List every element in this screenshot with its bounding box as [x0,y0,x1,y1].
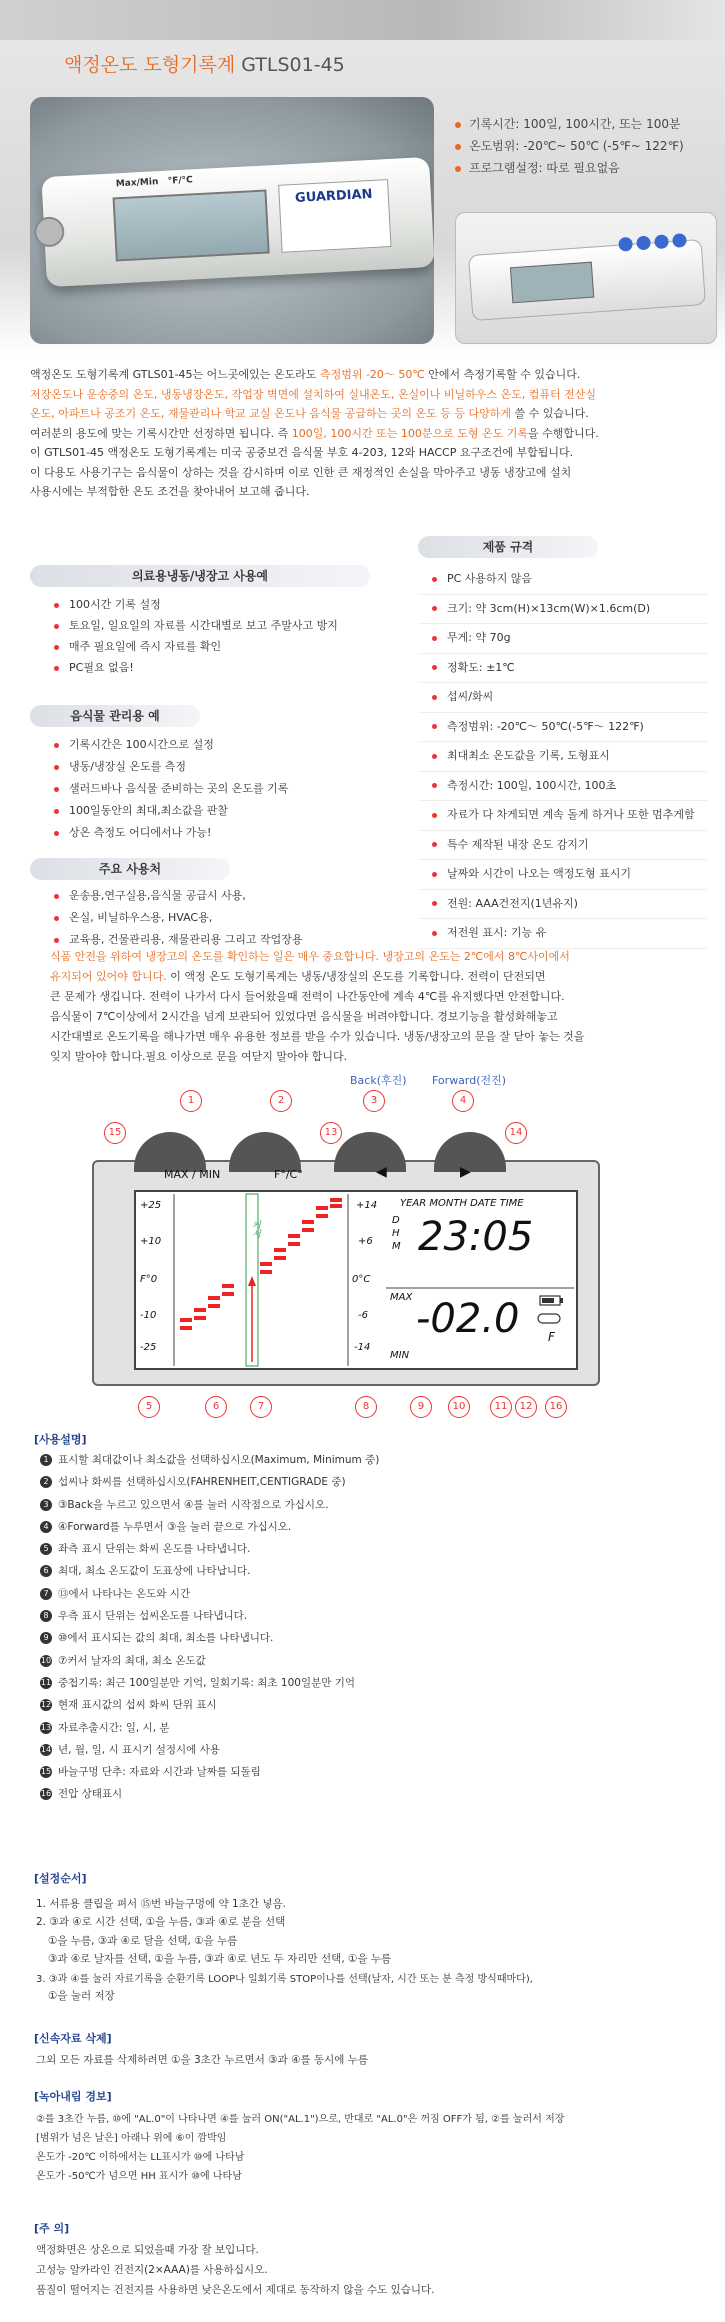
device-brand-label: GUARDIAN [278,179,391,253]
section-title-users: 주요 사용처 [30,858,230,880]
notes-line: 액정화면은 상온으로 되었을때 가장 잘 보입니다. [36,2244,259,2256]
safety-line: 음식물이 7℃이상에서 2시간을 넘게 보관되어 있었다면 음식물을 버려야합니다. 경보기능을 활성화해놓고 [50,1010,558,1023]
alarm-line: ②를 3초간 누름, ⑩에 "AL.0"이 나타나면 ④를 눌러 ON("AL.1")으로, 반대로 "AL.0"은 꺼짐 OFF가 됨, ②를 눌러서 저장 [36,2114,565,2125]
setup-title: [설정순서] [34,1872,87,1885]
delete-text [36,2052,368,2067]
graph-bar [330,1204,342,1208]
feature-item: 온도범위: -20℃~ 50℃ (-5℉~ 122℉) [455,135,684,157]
c-tick: -14 [354,1342,371,1353]
number-badge: 15 [40,1767,52,1777]
bullet-icon [54,916,59,921]
bullet-icon [54,666,59,671]
callout-6: 6 [205,1396,227,1418]
number-badge: 14 [40,1744,52,1754]
bullet-icon [54,809,59,814]
device-knob [33,216,65,248]
list-item: 토요일, 일요일의 자료를 시간대별로 보고 주말사고 방지 [54,617,338,638]
setup-line: 3. ③과 ④를 눌러 자료기록을 순환기록 LOOP나 일회기록 STOP이나를 선택(날자, 시간 또는 분 측정 방식때마다), [36,1973,533,1985]
device-illustration [41,157,434,287]
usage-item: 7 ⑬에서 나타나는 온도와 시간 [40,1586,379,1608]
usage-item: 5 좌측 표시 단위는 화씨 온도를 나타냅니다. [40,1541,379,1563]
callout-9: 9 [410,1396,432,1418]
forward-label: Forward(전진) [432,1074,507,1087]
number-badge: 2 [40,1476,52,1488]
number-badge: 4 [40,1521,52,1533]
spec-item: PC 사용하지 않음 [418,565,708,595]
callout-7: 7 [250,1396,272,1418]
usage-item: 13 자료추출시간: 일, 시, 분 [40,1721,170,1734]
section-title-medical: 의료용냉동/냉장고 사용예 [30,565,370,587]
list-item: 운송용,연구실용,음식물 공급시 사용, [54,887,303,909]
setup-list [36,1896,533,2006]
c-tick: -6 [358,1310,368,1321]
callout-8: 8 [355,1396,377,1418]
spec-item: 날짜와 시간이 나오는 액정도형 표시기 [418,860,708,890]
notes-list [36,2242,435,2302]
cursor-arrowhead-icon [248,1276,256,1286]
graph-bar [302,1220,314,1224]
callout-4: 4 [452,1090,474,1112]
button-back [334,1132,406,1172]
usage-title: [사용설명] [34,1433,87,1446]
f-tick: +10 [140,1236,162,1247]
product-thumbnail [455,212,717,344]
bullet-icon [54,765,59,770]
graph-bar [194,1316,206,1320]
number-badge: 5 [40,1543,52,1555]
intro-line: 여러분의 용도에 맞는 기록시간만 선정하면 됩니다. 즉 100일, 100시간 또는 100분으로 도형 온도 기록을 수행합니다. [30,426,599,440]
feature-item: 프로그램설정: 따로 필요없음 [455,157,684,179]
bullet-icon [54,743,59,748]
callout-15: 15 [104,1122,126,1144]
number-badge: 8 [40,1610,52,1622]
number-badge: 10 [40,1655,52,1665]
feature-list [455,113,684,179]
spec-item: 크기: 약 3cm(H)×13cm(W)×1.6cm(D) [418,595,708,625]
setup-line: ①을 눌러 저장 [48,1989,115,2002]
thumbnail-button [618,237,633,252]
button-maxmin [134,1132,206,1172]
list-item: 냉동/냉장실 온도를 측정 [54,758,288,780]
c-tick: +14 [356,1200,378,1211]
thumbnail-button [654,234,669,249]
graph-bar [330,1198,342,1202]
usage-item: 2 섭씨나 화씨를 선택하십시오(FAHRENHEIT,CENTIGRADE 중) [40,1474,379,1496]
setup-line: ③과 ④로 날자를 선택, ①을 누름, ③과 ④로 년도 두 자리만 선택, ①을 누름 [48,1953,392,1966]
callout-3: 3 [363,1090,385,1112]
lcd-dhm: D H M [392,1215,401,1252]
feature-item: 기록시간: 100일, 100시간, 또는 100분 [455,113,684,135]
number-badge: 6 [40,1565,52,1577]
graph-bar [222,1284,234,1288]
usage-item: 15 바늘구멍 단추: 자료와 시간과 날짜를 되돌림 [40,1766,261,1779]
setup-line: ①을 누름, ③과 ④로 달을 선택, ①을 누름 [48,1934,238,1947]
label-unit: F°/C° [274,1168,303,1181]
graph-bar [288,1234,300,1238]
battery-level-icon [542,1298,554,1303]
alarm-title: [녹아내림 경보] [34,2090,112,2103]
spec-item: 섭씨/화씨 [418,683,708,713]
label-maxmin: MAX / MIN [164,1168,221,1181]
notes-title: [주 의] [34,2222,70,2235]
c-tick: 0°C [352,1274,371,1285]
list-item: 기록시간은 100시간으로 설정 [54,736,288,758]
graph-bar [208,1304,220,1308]
number-badge: 1 [40,1454,52,1466]
section-title-food: 음식물 관리용 예 [30,705,200,727]
section-title-spec: 제품 규격 [418,536,598,558]
graph-bar [194,1308,206,1312]
spec-item: 전원: AAA건전지(1년유지) [418,890,708,920]
bullet-icon [432,695,437,700]
f-tick: +25 [140,1200,162,1211]
f-tick: F°0 [140,1274,158,1285]
callout-2: 2 [270,1090,292,1112]
intro-line: 사용시에는 부적합한 온도 조건을 찾아내어 보고해 줍니다. [30,485,310,498]
callout-13: 13 [320,1122,342,1144]
callout-12: 12 [515,1396,537,1418]
lcd-max-indicator: MAX [390,1292,413,1303]
safety-line: 유지되어 있어야 합니다. 이 액정 온도 도형기록계는 냉동/냉장실의 온도를 기록합니다. 전력이 단전되면 [50,970,546,983]
lcd-diagram [92,1160,600,1386]
bullet-icon [432,665,437,670]
thumbnail-button [672,233,687,248]
graph-bar [274,1248,286,1252]
usage-item: 9 ⑩에서 표시되는 값의 최대, 최소를 나타냅니다. [40,1630,379,1652]
list-item: 매주 필요일에 즉시 자료를 확인 [54,638,338,659]
bullet-icon [432,754,437,759]
spec-item: 저전원 표시: 기능 유 [418,919,708,949]
arrow-left-icon: ◀ [376,1164,387,1180]
usage-item: 11 중첩기록: 최근 100일분만 기억, 일회기록: 최초 100일분만 기억 [40,1676,356,1689]
bullet-icon [54,603,59,608]
number-badge: 9 [40,1632,52,1644]
lcd-clock: 23:05 [418,1214,534,1260]
button-unit [229,1132,301,1172]
callout-5: 5 [138,1396,160,1418]
f-tick: -25 [140,1342,157,1353]
graph-bar [274,1256,286,1260]
number-badge: 13 [40,1722,52,1732]
alarm-line: 온도가 -20℃ 이하에서는 LL표시가 ⑩에 나타남 [36,2152,245,2163]
lcd-min-indicator: MIN [390,1350,410,1361]
graph-bar [316,1206,328,1210]
safety-paragraph [50,947,710,1067]
spec-item: 측정시간: 100일, 100시간, 100초 [418,772,708,802]
bullet-icon [432,724,437,729]
list-item: 온실, 비닐하우스용, HVAC용, [54,909,303,931]
setup-line: 2. ③과 ④로 시간 선택, ①을 누름, ③과 ④로 분을 선택 [36,1916,286,1929]
product-photo [30,97,434,344]
alarm-list [36,2110,564,2186]
list-item: 100일동안의 최대,최소값을 판찰 [54,802,288,824]
usage-list [40,1452,379,1809]
spec-item: 측정범위: -20℃～ 50℃(-5℉～ 122℉) [418,713,708,743]
lcd-screen [134,1190,578,1370]
loop-icon [538,1314,560,1323]
lcd-unit-indicator: F [548,1330,555,1344]
spec-item: 무게: 약 70g [418,624,708,654]
safety-line: 큰 문제가 생깁니다. 전력이 나가서 다시 들어왔을때 전력이 나간동안에 계속 4℃를 유지했다면 안전합니다. [50,990,565,1003]
usage-item: 14 년, 월, 일, 시 표시기 설정시에 사용 [40,1743,220,1756]
thumbnail-button [636,235,651,250]
callout-11: 11 [490,1396,512,1418]
graph-bars [180,1198,342,1330]
medical-list [54,596,338,680]
list-item: 상온 측정도 어디에서나 가능! [54,824,288,846]
product-title-kr: 액정온도 도형기록계 [64,54,236,76]
bullet-icon [432,577,437,582]
device-label-maxmin: Max/Min °F/°C [115,175,194,190]
usage-item: 1 표시할 최대값이나 최소값을 선택하십시오(Maximum, Minimum 중) [40,1452,379,1474]
food-list [54,736,288,846]
safety-line: 식품 안전을 위하여 냉장고의 온도를 확인하는 일은 매우 중요합니다. 냉장고의 온도는 2℃에서 8℃사이에서 [50,950,570,963]
bullet-icon [432,872,437,877]
graph-bar [222,1292,234,1296]
callout-1: 1 [180,1090,202,1112]
usage-item: 16 전압 상태표시 [40,1788,123,1801]
spec-item: 특수 제작된 내장 온도 감지기 [418,831,708,861]
bullet-icon [54,894,59,899]
graph-bar [180,1318,192,1322]
notes-line: 고성능 알카라인 건전지(2×AAA)를 사용하십시오. [36,2264,268,2276]
lcd-temp-reading: -02.0 [416,1296,520,1342]
list-item: 교육용, 건물관리용, 재물관리용 그리고 작업장용 [54,931,303,953]
number-badge: 3 [40,1499,52,1511]
intro-text [30,365,710,502]
safety-line: 잊지 말아야 합니다.필요 이상으로 문을 여닫지 말아야 합니다. [50,1050,348,1063]
bullet-icon [455,144,461,150]
spec-item: 정확도: ±1℃ [418,654,708,684]
bullet-icon [455,166,461,172]
callout-16: 16 [545,1396,567,1418]
intro-line: 온도, 아파트나 공조기 온도, 재물관리나 학교 교실 온도나 음식물 공급하는 곳의 온도 등 등 다양하게 쓸 수 있습니다. [30,407,589,420]
battery-tip-icon [560,1298,563,1303]
device-lcd [113,189,270,261]
hero-banner [0,0,725,355]
graph-bar [260,1262,272,1266]
number-badge: 12 [40,1700,52,1710]
bullet-icon [54,787,59,792]
alarm-line: [범위가 넘은 날은] 아래나 위에 ⑥이 깜박임 [36,2133,227,2144]
intro-line: 이 GTLS01-45 액정온도 도형기록계는 미국 공중보건 음식물 부호 4-203, 12와 HACCP 요구조건에 부합됩니다. [30,446,574,459]
usage-item: 12 현재 표시값의 섭씨 화씨 단위 표시 [40,1699,217,1712]
product-title [64,50,345,77]
setup-line: 1. 서류용 클립을 펴서 ⑮번 바늘구멍에 약 1초간 넣음. [36,1898,286,1910]
graph-bar [260,1270,272,1274]
cursor-label: 커서 [250,1220,260,1238]
back-label: Back(후진) [350,1074,407,1087]
users-list [54,887,303,953]
spec-item: 자료가 다 차게되면 계속 돌게 하거나 또한 멈추게함 [418,801,708,831]
safety-line: 시간대별로 온도기록을 해나가면 매우 유용한 정보를 받을 수가 있습니다. 냉동/냉장고의 문을 잘 닫아 놓는 것을 [50,1030,585,1043]
graph-bar [180,1326,192,1330]
list-item: PC필요 없음! [54,659,338,680]
number-badge: 11 [40,1677,52,1687]
bullet-icon [432,842,437,847]
notes-line: 품질이 떨어지는 건전지를 사용하면 낮은온도에서 제대로 동작하지 않을 수도 있습니다. [36,2284,435,2296]
usage-item: 10 ⑦커서 날자의 최대, 최소 온도값 [40,1654,206,1667]
intro-line: 저장온도나 운송중의 온도, 냉동냉장온도, 작업장 벽면에 설치하여 실내온도, 온실이나 비닐하우스 온도, 컴퓨터 전산실 [30,387,596,401]
bullet-icon [432,813,437,818]
list-item: 100시간 기록 설정 [54,596,338,617]
callout-14: 14 [505,1122,527,1144]
spec-item: 최대최소 온도값을 기록, 도형표시 [418,742,708,772]
delete-title: [신속자료 삭제] [34,2032,112,2045]
list-item: 샐러드바나 음식물 준비하는 곳의 온도를 기록 [54,780,288,802]
c-tick: +6 [358,1236,373,1247]
lcd-date-header: YEAR MONTH DATE TIME [400,1198,524,1209]
number-badge: 7 [40,1588,52,1600]
usage-item: 4 ④Forward를 누루면서 ③을 눌러 끝으로 가십시오. [40,1519,379,1541]
intro-line: 이 다용도 사용기구는 음식물이 상하는 것을 감시하며 이로 인한 큰 재정적인 손실을 막아주고 냉동 냉장고에 설치 [30,465,572,479]
bullet-icon [54,938,59,943]
delete-line: 그외 모든 자료를 삭제하려면 ①을 3초간 누르면서 ③과 ④를 동시에 누름 [36,2054,369,2066]
alarm-line: 온도가 -50℃가 넘으면 HH 표시가 ⑩에 나타남 [36,2171,242,2182]
graph-bar [208,1296,220,1300]
bullet-icon [54,831,59,836]
graph-bar [316,1214,328,1218]
bullet-icon [54,645,59,650]
usage-item: 3 ③Back을 누르고 있으면서 ④를 눌러 시작점으로 가십시오. [40,1497,379,1519]
bullet-icon [455,122,461,128]
arrow-right-icon: ▶ [460,1164,471,1180]
spec-list [418,565,708,949]
bullet-icon [432,606,437,611]
graph-bar [302,1228,314,1232]
bullet-icon [432,931,437,936]
usage-item: 6 최대, 최소 온도값이 도표상에 나타납니다. [40,1563,379,1585]
usage-item: 8 우측 표시 단위는 섭씨온도를 나타냅니다. [40,1608,379,1630]
bullet-icon [432,783,437,788]
hero-top-band [0,0,725,40]
thumbnail-lcd [510,262,594,304]
bullet-icon [432,636,437,641]
product-model: GTLS01-45 [241,54,345,76]
f-tick: -10 [140,1310,157,1321]
number-badge: 16 [40,1789,52,1799]
graph-bar [288,1242,300,1246]
thumbnail-device [468,239,706,321]
callout-10: 10 [448,1396,470,1418]
intro-line: 액정온도 도형기록계 GTLS01-45는 어느곳에있는 온도라도 측정범위 -20～ 50℃ 안에서 측정기록할 수 있습니다. [30,368,581,381]
bullet-icon [432,901,437,906]
bullet-icon [54,624,59,629]
